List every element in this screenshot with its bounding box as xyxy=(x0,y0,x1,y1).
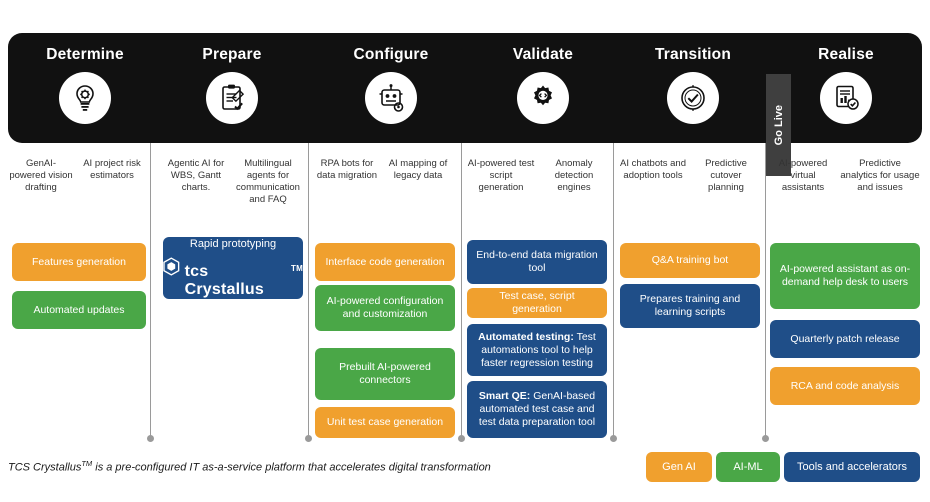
caption-text: Predictive analytics for usage and issues xyxy=(840,158,920,193)
pill-bold-prefix: Automated testing: xyxy=(478,330,574,343)
pill-prepares-training-scripts[interactable]: Prepares training and learning scripts xyxy=(620,284,760,328)
crystallus-wordmark: tcs Crystallus xyxy=(184,262,264,298)
pill-body-text: Test automations tool to help faster regression testing xyxy=(480,330,596,369)
pill-unit-test-case-generation[interactable]: Unit test case generation xyxy=(315,407,455,438)
caption-text: AI mapping of legacy data xyxy=(388,158,448,181)
legend-tools-accelerators: Tools and accelerators xyxy=(784,452,920,482)
crystal-hex-icon xyxy=(163,257,180,276)
go-live-label: Go Live xyxy=(772,104,785,146)
divider-dot-5 xyxy=(762,435,769,442)
pill-features-generation[interactable]: Features generation xyxy=(12,243,146,281)
caption-text: GenAI-powered vision drafting xyxy=(9,158,73,193)
footnote-trademark: TM xyxy=(81,459,93,468)
divider-dot-3 xyxy=(458,435,465,442)
phase-prepare[interactable] xyxy=(167,33,297,143)
phase-validate[interactable] xyxy=(478,33,608,143)
caption-text: Multilingual agents for communication and FAQ xyxy=(236,158,300,205)
lightbulb-gear-icon xyxy=(59,72,111,124)
caption-text: AI chatbots and adoption tools xyxy=(619,158,687,181)
phase-title: Prepare xyxy=(202,46,262,63)
footnote-text: is a pre-configured IT as-a-service platform that accelerates digital transformation xyxy=(92,461,491,474)
caption-text: Predictive cutover planning xyxy=(705,158,747,193)
footnote-brand: TCS Crystallus xyxy=(8,461,82,474)
phase-title: Realise xyxy=(818,46,874,63)
divider-5 xyxy=(765,143,766,438)
pill-body-text: GenAI-based automated test case and test data preparation tool xyxy=(478,390,596,428)
phase-title: Determine xyxy=(46,46,124,63)
pill-smart-qe[interactable] xyxy=(467,381,607,438)
phase-banner xyxy=(8,33,922,146)
caption-text: AI-powered virtual assistants xyxy=(778,158,828,193)
document-chart-icon xyxy=(820,72,872,124)
pill-automated-testing[interactable] xyxy=(467,324,607,376)
pill-ai-powered-assistant[interactable]: AI-powered assistant as on-demand help desk to users xyxy=(770,243,920,309)
caption-text: AI-powered test script generation xyxy=(467,158,535,193)
robot-gear-icon xyxy=(365,72,417,124)
crystallus-logo xyxy=(163,257,303,299)
pill-bold-prefix: Smart QE: xyxy=(478,390,531,402)
pill-prebuilt-connectors[interactable]: Prebuilt AI-powered connectors xyxy=(315,348,455,400)
divider-dot-1 xyxy=(147,435,154,442)
divider-3 xyxy=(461,143,462,438)
trademark-mark: TM xyxy=(291,263,303,273)
phase-realise[interactable] xyxy=(781,33,911,143)
crystallus-card[interactable] xyxy=(163,237,303,299)
divider-4 xyxy=(613,143,614,438)
caption-text: AI project risk estimators xyxy=(83,158,141,181)
phase-title: Configure xyxy=(353,46,429,63)
rapid-prototyping-label: Rapid prototyping xyxy=(189,237,277,250)
phase-configure[interactable] xyxy=(326,33,456,143)
footnote xyxy=(8,459,491,474)
divider-2 xyxy=(308,143,309,438)
legend-ai-ml: AI-ML xyxy=(716,452,780,482)
pill-interface-code-generation[interactable]: Interface code generation xyxy=(315,243,455,281)
divider-1 xyxy=(150,143,151,438)
pill-qa-training-bot[interactable]: Q&A training bot xyxy=(620,243,760,278)
shield-check-icon xyxy=(667,72,719,124)
phase-transition[interactable] xyxy=(628,33,758,143)
phase-title: Validate xyxy=(512,46,574,63)
pill-rca-code-analysis[interactable]: RCA and code analysis xyxy=(770,367,920,405)
legend-gen-ai: Gen AI xyxy=(646,452,712,482)
gear-code-icon xyxy=(517,72,569,124)
pill-end-to-end-data-migration[interactable]: End-to-end data migration tool xyxy=(467,240,607,284)
phase-determine[interactable] xyxy=(20,33,150,143)
divider-dot-4 xyxy=(610,435,617,442)
pill-quarterly-patch-release[interactable]: Quarterly patch release xyxy=(770,320,920,358)
pill-ai-powered-configuration[interactable]: AI-powered configuration and customization xyxy=(315,285,455,331)
caption-text: Anomaly detection engines xyxy=(554,158,594,193)
caption-text: RPA bots for data migration xyxy=(316,158,378,181)
divider-dot-2 xyxy=(305,435,312,442)
pill-test-case-script-generation[interactable]: Test case, script generation xyxy=(467,288,607,318)
phase-title: Transition xyxy=(654,46,732,63)
caption-text: Agentic AI for WBS, Gantt charts. xyxy=(167,158,225,193)
clipboard-checklist-icon xyxy=(206,72,258,124)
pill-automated-updates[interactable]: Automated updates xyxy=(12,291,146,329)
